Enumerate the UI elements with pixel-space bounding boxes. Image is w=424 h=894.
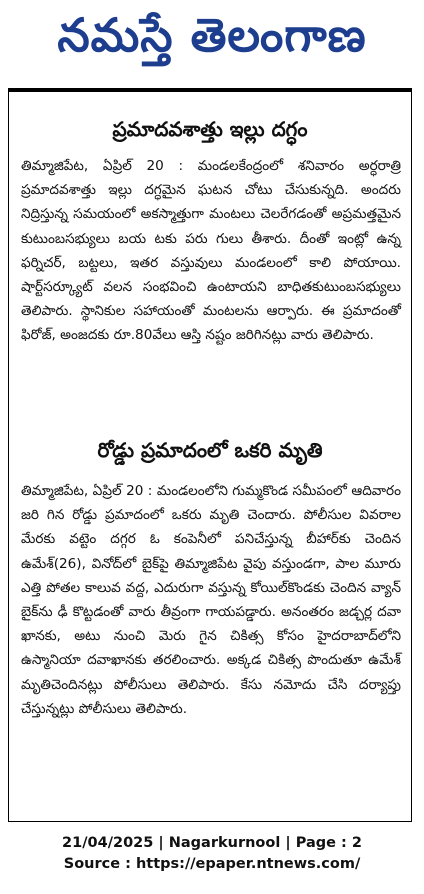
masthead-logo	[8, 6, 416, 76]
article-2-headline: రోడ్డు ప్రమాదంలో ఒకరి మృతి	[97, 438, 323, 462]
footer-date-edition: 21/04/2025 | Nagarkurnool | Page : 2	[62, 835, 362, 851]
article-1-body: తిమ్మాజిపేట, ఏప్రిల్ 20 : మండలకేంద్రంలో శనివారం అర్ధరాత్రి ప్రమాదవశాత్తు ఇల్లు దగ్ధమైన ఘటన చోటు చేసుకున్నది. అందరు నిద్రిస్తున్న సమయంలో అకస్మాత్తుగా మంటలు చెలరేగడంతో అప్రమత్తమైన కుటుంబసభ్యులు బయ టకు పరు గులు తీశారు. దీంతో ఇంట్లో ఉన్న ఫర్నిచర్, బట్టలు, ఇతర వస్తువులు మండలంలో కాలి పోయాయి. షార్ట్‌సర్క్యూట్ వలన సంభవించి ఉంటాయని బాధితకుటుంబసభ్యులు తెలిపారు. స్థానికుల సహాయంతో మంటలను ఆర్పారు. ఈ ప్రమాదంతో ఫిరోజ్, అంజదకు రూ.80వేలు ఆస్తి నష్టం జరిగినట్లు వారు తెలిపారు.	[21, 158, 401, 344]
article-1-headline: ప్రమాదవశాత్తు ఇల్లు దగ్ధం	[112, 117, 308, 141]
masthead-title: నమస్తే తెలంగాణ	[57, 8, 367, 62]
article-clipping	[8, 88, 412, 822]
footer-source: Source : https://epaper.ntnews.com/	[63, 856, 361, 872]
article-2-body: తిమ్మాజిపేట, ఏప్రిల్ 20 : మండలంలోని గుమ్మకొండ సమీపంలో ఆదివారం జరి గిన రోడ్డు ప్రమాదంలో ఒకరు మృతి చెందారు. పోలీసుల వివరాల మేరకు వట్టెం దగ్గర ఓ కంపెనీలో పనిచేస్తున్న బీహార్‌కు చెందిన ఉమేశ్(26), వినోద్‌లో బైక్‌పై తిమ్మాజిపేట వైపు వస్తుండగా, పాల మూరు ఎత్తి పోతల కాలువ వద్ద, ఎదురుగా వస్తున్న కోయిల్‌కొండకు చెందిన వ్యాన్ బైక్‌ను ఢీ కొట్టడంతో వారు తీవ్రంగా గాయపడ్డారు. అనంతరం జడ్చర్ల దవా ఖానకు, అటు నుంచి మెరు గైన చికిత్స కోసం హైదరాబాద్‌లోని ఉస్మానియా దవాఖానకు తరలించారు. అక్కడ చికిత్స పొందుతూ ఉమేశ్ మృతిచెందినట్లు పోలీసులు తెలిపారు. కేసు నమోదు చేసి దర్యాప్తు చేస్తున్నట్లు పోలీసులు తెలిపారు.	[21, 483, 401, 717]
